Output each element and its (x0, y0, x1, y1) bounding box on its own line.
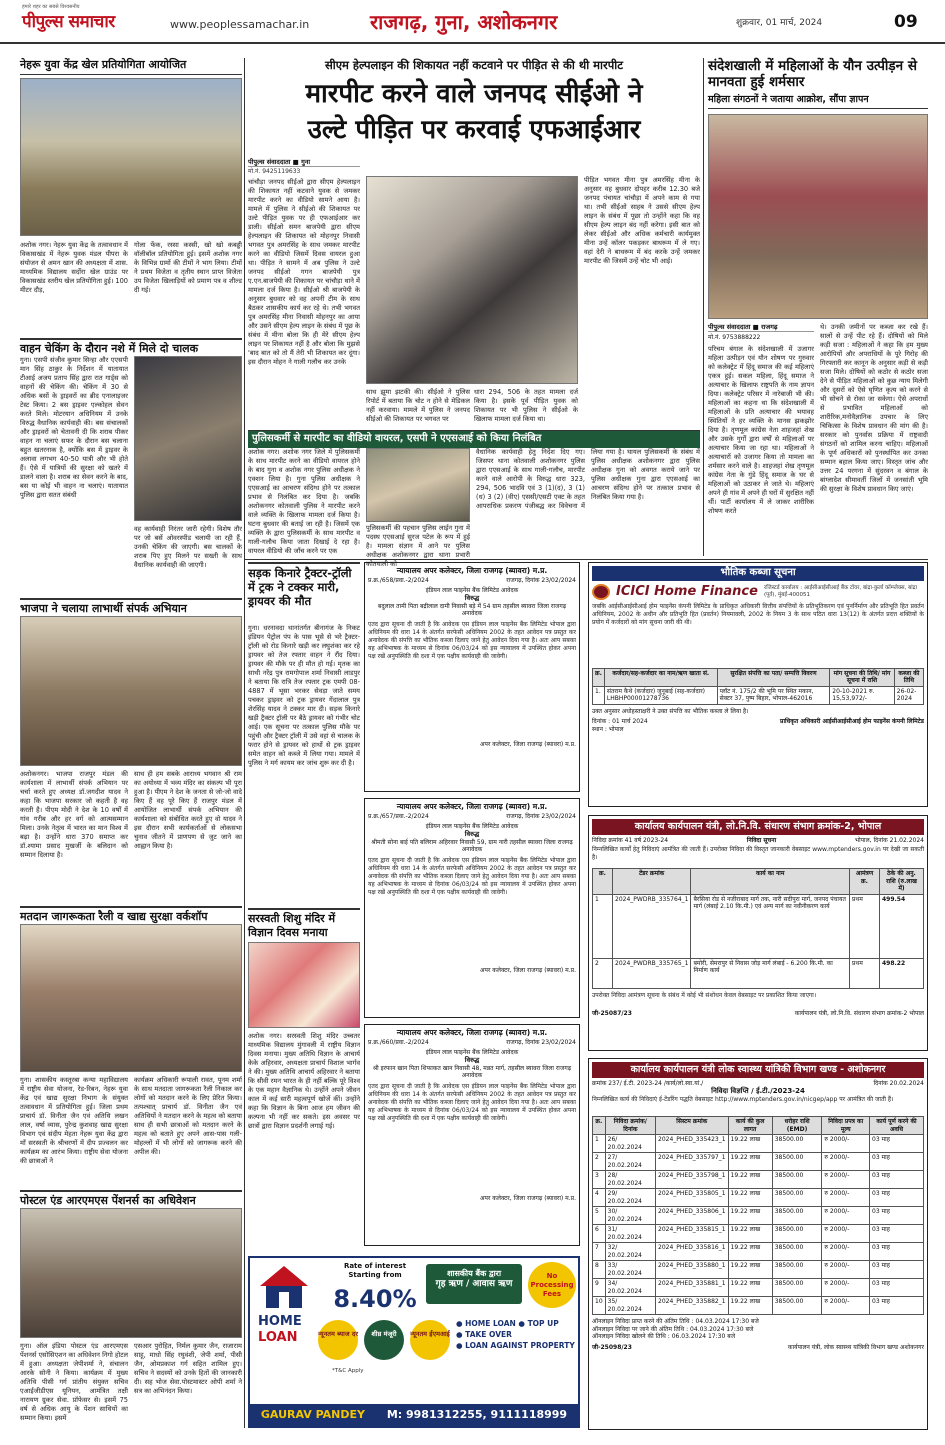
phed-body: निम्नलिखित कार्य की निविदाएं ई-टेंडरिंग पद्धति वेबसाइट http://www.mptenders.gov.in/nicgep/app पर आमंत्रित की जाती हैं। (592, 1096, 894, 1104)
table-row (593, 1261, 924, 1279)
phed-cell: 03 माह (870, 1207, 924, 1225)
pwd-tender (588, 815, 928, 1051)
vehicle-checking-photo (134, 356, 242, 521)
sandeshkhali-headline: संदेशखाली में महिलाओं के यौन उत्पीड़न से मानवता हुई शर्मसार (708, 58, 917, 90)
phed-cell: 03 माह (870, 1135, 924, 1153)
phed-cell: 19.22 लाख (728, 1243, 772, 1261)
icici-th-0: क्र. (593, 668, 605, 686)
phed-cell: रु 2000/- (822, 1153, 870, 1171)
sandeshkhali-deck: महिला संगठनों ने जताया आक्रोश, सौंपा ज्ञापन (708, 94, 928, 109)
ad-bank-line-1: शासकीय बैंक द्वारा (446, 1269, 502, 1278)
issue-date: शुक्रवार, 01 मार्च, 2024 (736, 18, 823, 28)
pwd-cell: 499.54 (880, 894, 924, 958)
table-row (593, 1225, 924, 1243)
story-vehicle-headline: वाहन चेकिंग के दौरान नशे में मिले दो चालक (20, 338, 242, 356)
icici-brand: ICICI Home Finance (616, 583, 758, 599)
icici-title: भौतिक कब्जा सूचना (592, 566, 924, 581)
pwd-body: निम्नलिखित कार्यों हेतु निविदाएं आमंत्रित की जाती हैं। उपरोक्त निविदा की विस्तृत जानकारी वेबसाइट www.mptenders.gov.in पर देखी जा सकती है। (592, 846, 924, 862)
tractor-headline: सड़क किनारे ट्रैक्टर-ट्रॉली में ट्रक ने टक्कर मारी, ड्रायवर की मौत (248, 562, 360, 608)
icici-th-1: कर्जदार/सह-कर्जदार का नाम/ऋण खाता सं. (604, 668, 717, 686)
lead-text-4: पीड़ित भगवत मीना पुत्र अमरसिंह मीना के अनुसार वह बुधवार दोपहर करीब 12.30 बजे जनपद पंचायत चांचौड़ा में अपने काम से गया था। तभी सीईओ साहब ने उससे सीएम हेल्प लाइन के संबंध में पूछा तो उन्होंने कहा कि वह सीएम हेल्प लाइन बंद नहीं करेगा। इसी बात को लेकर सीईओ और अधिक कर्मचारी कार्यमुक्त मीना उन्हें कॉलर पकड़कर बाथरूम में ले गए। वहां देरी ने बाथरूम में बंद करके उन्हें जमकर मारपीट की जिसमें उन्हें चोट भी आई। (584, 176, 700, 265)
lead-byline: पीपुल्स संवाददाता ■ गुना (248, 158, 360, 167)
ad-contact-name: GAURAV PANDEY (260, 1408, 366, 1422)
pwd-footer: उपरोक्त निविदा आमंत्रण सूचना के संबंध में कोई भी संशोधन केवल वेबसाइट पर प्रकाशित किया जाएगा। (592, 991, 817, 999)
story-vehicle-text-a: गुना। एसपी संजीव कुमार सिन्हा और एएसपी मान सिंह ठाकुर के निर्देशन में यातायात टीआई अजय प्रताप सिंह द्वारा रात गार्ड्स को वाहनों की चेकिंग की। चेकिंग में 30 से अधिक बसों के ड्राइवरों का ब्रीद एनालाइजर टेस्ट किया। 2 बस ड्राइवर एल्कोहल सेवन करते मिले। मोटरयान अधिनियम में उनके विरुद्ध वैधानिक कार्यवाही की। बस संचालकों और ड्राइवरों को चेतावनी दी कि शराब पीकर वाहन ना चलाएं सफर के दौरान बस चलाना बहुत खतरनाक है, क्योंकि बस में ड्राइवर के अलावा लगभग 40-50 यात्री और भी होते हैं। ऐसे में यात्रियों की सुरक्षा को खतरे में डालने वाला है। शराब का सेवन करने के बाद, बस या कोई भी वाहन ना चलाएं। यातायात पुलिस द्वारा सतत संबंधी (20, 356, 128, 499)
notice-1-vs: विरुद्ध (464, 594, 480, 603)
pwd-cell: 2024_PWDRB_335764_1 (613, 894, 691, 958)
phed-cell: 38500.00 (772, 1261, 822, 1279)
police-text-1: अशोक नगर। अशोक नगर जिले में पुलिसकर्मी के साथ मारपीट करने का वीडियो वायरल होने के बाद गुना व अशोक नगर पुलिस अधीक्षक ने एक्शन लिया है। गुना पुलिस अधीक्षक ने एएसआई का आचरण संदिग्ध होने पर तत्काल प्रभाव से निलंबित कर दिया है। जबकि अशोकनगर कोतवाली पुलिस ने मारपीट करने वाले व्यक्ति के खिलाफ मामला दर्ज किया है। घटना बुधवार की बताई जा रही है। जिसमें एक व्यक्ति के द्वारा पुलिसकर्मी के साथ मारपीट व गाली-गलौच किया जाता दिखाई दे रहा है। वायरल वीडियो की जाँच करने पर एक (248, 448, 360, 555)
phed-cell: 2 (593, 1153, 606, 1171)
lead-text-3: धारा 294, 506 के तहत मामला दर्ज किया है। इसके पूर्व पीड़ित युवक को शिकायत पर भी पुलिस ने सीईओ के खिलाफ मामला दर्ज किया था। (474, 388, 578, 423)
phed-cell: 7 (593, 1243, 606, 1261)
lead-mobile: मो.नं. 9425119633 (248, 168, 301, 175)
ad-badge-fast: शीघ्र मंजूरी (364, 1320, 404, 1360)
icici-cell: 20-10-2021 रु. 15,53,972/- (830, 686, 895, 704)
phed-deadline-1: ऑनलाइन निविदा प्राप्त करने की अंतिम तिथि : 04.03.2024 17:30 बजे (592, 1318, 759, 1326)
voting-rally-photo (20, 924, 242, 1072)
story-voting-text-a: गुना। शासकीय कस्तूरबा कन्या महाविद्यालय में राष्ट्रीय सेवा योजना, रेड-रिबन, नेहरू युवा केंद्र एवं खाद्य सुरक्षा निभाग के संयुक्त तत्वावधान में प्रतियोगिता हुई। जिला प्रथम प्राचार्य डॉ. विनीता जैन एवं अतिथि लखन लाल, वर्षा व्यास, पुरेन्द्र कुशवाह खाद्य सुरक्षा विभाग एवं संदीप मेहता नेहरू युवा केंद्र द्वारा माँ सरस्वती के श्रीचरणों में दीप प्रज्वलन कर कार्यक्रम का आरंभ किया। राष्ट्रीय सेवा योजना की छात्राओं ने (20, 1076, 128, 1165)
notice-2-case: प्र.क्र./657/प्रवा.-2/2024 (368, 813, 429, 821)
story-nyk-text-b: गोला फेंक, रस्सा कस्सी, खो खो कबड्डी वॉलीबॉल प्रतियोगिता हुई। इसमें अशोक नगर के विभिन्न ग्रामों की टीमों ने भाग लिया। टीमों ने प्रथम विजेता व तृतीय स्थान प्राप्त विजेता उप विजेता खिलाड़ियों को प्रमाण पत्र व शील्ड दी गई। (134, 241, 242, 294)
phed-cell: 2024_PHED_335882_1 (656, 1297, 729, 1315)
phed-cell: 19.22 लाख (728, 1171, 772, 1189)
police-video-photo (366, 448, 470, 522)
notice-2-respondent: श्रीमती सोना बाई पति बलिराम अहिरवार निवासी 59, ग्राम नारी तहसील ब्यावरा जिला राजगढ़ अनावेदक (371, 838, 573, 853)
phed-th-6: कार्य पूर्ण करने की अवधि (870, 1117, 924, 1135)
phed-cell: 29/ 20.02.2024 (605, 1189, 655, 1207)
science-text: अशोक नगर। सरस्वती शिशु मंदिर उच्चतर माध्यमिक विद्यालय मुंगावली में राष्ट्रीय विज्ञान दिवस मनाया। मुख्य अतिथि विज्ञान के आचार्य केके अहिरवार, अध्यक्षता प्राचार्य विशाल भार्गव ने की। मुख्य अतिथि आचार्य अहिरवार ने बताया कि सीवी रमन भारत के ही नहीं बल्कि पूरे विश्व के एक महान वैज्ञानिक थे। उन्होंने अपने जीवन काल में कई सारी महत्वपूर्ण खोजें कीं। उन्होंने कहा कि विज्ञान के बिना आज हम जीवन की कल्पना भी नहीं कर सकते। इस अवसर पर छात्रों द्वारा विज्ञान प्रदर्शनी लगाई गई। (248, 1032, 360, 1130)
phed-cell: 19.22 लाख (728, 1297, 772, 1315)
police-text-2: वैधानिक कार्यवाही हेतु निर्देश दिए गए। जिसपर थाना कोतवाली अशोकनगर पुलिस द्वारा एएसआई के साथ गाली-गलौच, मारपीट करने वाले आरोपी के विरुद्ध धारा 323, 294, 506 भादवि एवं 3 (1)(द), 3 (1)(ध) 3 (2) (वीए) एससी/एसटी एक्ट के तहत आपराधिक प्रकरण पंजीबद्ध कर विवेचना में लिया गया है। घायल पुलिसकर्मी के संबंध में पुलिस अधीक्षक अशोकनगर द्वारा पुलिस अधीक्षक गुना को अवगत कराये जाने पर पुलिस अधीक्षक गुना द्वारा एएसआई का आचरण संदिग्ध होने पर तत्काल प्रभाव से निलंबित किया गया है। (476, 448, 700, 510)
story-nyk-text-a: अशोक नगर। नेहरू युवा केंद्र के तत्वावधान में विकासखंड में नेहरू युवक मंडल पीपरा के संयोजन से अमन खान की अध्यक्षता में शास. माध्यमिक विद्यालय सर्दोरा खेल ग्राउंड पर विकासखंड स्तरीय खेल प्रतियोगिता हुई। 100 मीटर दौड़, (20, 241, 128, 294)
phed-cell: 26/ 20.02.2024 (605, 1135, 655, 1153)
phed-cell: 2024_PHED_335816_1 (656, 1243, 729, 1261)
phed-cell: 28/ 20.02.2024 (605, 1171, 655, 1189)
phed-cell: 19.22 लाख (728, 1189, 772, 1207)
phed-cell: 19.22 लाख (728, 1279, 772, 1297)
left-column (20, 58, 242, 1428)
icici-footer: उक्त अनुसार अधोहस्ताक्षरी ने उक्त संपत्ति का भौतिक कब्जा ले लिया है। (592, 707, 749, 715)
phed-th-4: धरोहर राशि (EMD) (772, 1117, 822, 1135)
phed-ref: क्रमांक 237/ ई.टी. 2023-24 /कार्य/लो.स्वा.यां./ (592, 1079, 704, 1087)
ad-home-label: HOME (258, 1314, 302, 1329)
court-notice-1 (364, 562, 580, 792)
bullet-icon: ● (456, 1330, 466, 1339)
table-row (593, 1297, 924, 1315)
table-row (593, 1207, 924, 1225)
phed-cell: 03 माह (870, 1261, 924, 1279)
table-row (593, 894, 924, 958)
pwd-code: जी-25087/23 (592, 1009, 632, 1017)
icici-cell: प्लॉट नं. 175/2 की भूमि पर स्थित मकान, सेक्टर 37, पुष्प बिहार, भोपाल-462016 (717, 686, 830, 704)
ad-rate-label: Rate of interest Starting from (343, 1262, 407, 1279)
home-loan-ad (248, 1256, 580, 1428)
notice-2-vs: विरुद्ध (464, 830, 480, 839)
ad-badge-min-rate: न्यूनतम ब्याज दर (318, 1320, 358, 1360)
sandeshkhali-byline: पीपुल्स संवाददाता ■ राजगढ़ (708, 323, 814, 332)
phed-cell: 8 (593, 1261, 606, 1279)
column-divider (244, 58, 245, 1428)
sandeshkhali-text-1: परिचम बंगाल के संदेशखाली में उजागर महिला उत्पीड़न एवं यौन शोषण पर गुरुवार को कलेक्ट्रेट में हिंदू समाज की कई महिलाएं एकत्र हुई। सकल महिला, हिंदू समाज ने अत्याचार के खिलाफ राष्ट्रपति के नाम ज्ञापन दिया। कलेक्ट्रेट परिसर में नारेबाजी भी की। महिलाओं का कहना था कि संदेशखाली में महिलाओं के प्रति अत्याचार की भयावह स्थितियों ने हर व्यक्ति के मानस झकझोर दिया है। तृणमूल कांग्रेस नेता शाहजहां शेख और उसके गुर्गों द्वारा वर्षों से महिलाओं पर अत्याचार किया जा रहा था। महिलाओं ने अत्याचारों को उजागर किया तो मामला का शर्मसार करने वाले है। शाहजहां शेख तृणमूल कांग्रेस नेता के गुंडे हिंदू समाज के घर से महिलाओं को उठाकर ले जाते थे। महिलाएं अपने ही गांव में अपने ही घरों में सुरक्षित नहीं थीं। पार्टी कार्यालय में ले जाकर शारीरिक शोषण करते (708, 345, 814, 515)
phed-tender (588, 1058, 928, 1430)
icici-cell: 26-02-2024 (894, 686, 923, 704)
pension-meeting-photo (20, 1208, 242, 1338)
ad-tc: *T&C Apply (332, 1368, 364, 1374)
icici-cell: 1. (593, 686, 605, 704)
tractor-text: गुना। धरनावदा थानांतर्गत बीनागंज के निकट इंडियन पेट्रोल पंप के पास भूसे से भरे ट्रैक्टर-ट्रॉली को रोड किनारे खड़ी कर लघुशंका कर रहे ड्रायवर को तेज रफ्तार वाहन ने रौंद दिया। ड्रायवर की मौके पर ही मौत हो गई। मृतक का साथी नरेंद्र पुत्र रामगोपाल शर्मा निवासी लाडपुर ने बताया कि रात्रि तेज रफ्तार ट्रक एमपी 08-4887 में भूसा भरकर सेवड़ा जाते समय पचकर ड्राइवर को ट्रक ड्रायवर गेंदालाल पुत्र शेरसिंह यादव ने टक्कर मार दी। सड़क किनारे खड़ी ट्रैक्टर ट्रॉली पर बैठे ड्रायवर को गंभीर चोट आई। एक सूचना पर तत्काल पुलिस मौके पर पहुंची और ट्रैक्टर ट्रॉली में उसे वहां से चालक के फरार होने से ड्रायवर को हाथों से ट्रक ड्राइवर समेत वाहन को कब्जे में लिया गया। मामले में पुलिस ने मर्ग कायम कर जांच शुरू कर दी है। (248, 624, 360, 767)
table-row (593, 1135, 924, 1153)
phed-cell: रु 2000/- (822, 1243, 870, 1261)
notice-3-vs: विरुद्ध (464, 1056, 480, 1065)
right-column (708, 58, 928, 556)
phed-cell: 38500.00 (772, 1171, 822, 1189)
phed-deadline-2: ऑनलाइन निविदा पर जाने की अंतिम तिथि : 04.03.2024 17:30 बजे (592, 1325, 754, 1333)
story-vehicle-text-b: वह कार्यवाही निरंतर जारी रहेगी। विशेष तौर पर जो बसें ओवरस्पीड चलायी जा रही हैं, उनकी चेकिंग की जाएगी। बस चालकों के शराब पिए हुए मिलने पर सख्ती के साथ वैधानिक कार्यवाही की जाएगी। (134, 525, 242, 569)
phed-cell: 38500.00 (772, 1243, 822, 1261)
ad-feature-list (456, 1318, 576, 1351)
phed-cell: रु 2000/- (822, 1297, 870, 1315)
phed-cell: 2024_PHED_335423_1 (656, 1135, 729, 1153)
phed-cell: 03 माह (870, 1153, 924, 1171)
notice-3-body: एतद द्वारा सूचना दी जाती है कि आवेदक एस इंडियन लाल फाइनेंस बैंक लिमिटेड भोपाल द्वारा अधिनियम की धारा 14 के अंतर्गत सरफेसी अधिनियम 2002 के तहत आवेदन पत्र प्रस्तुत कर अनावेदक की संपत्ति का भौतिक कब्जा दिलाए जाने हेतु आवेदन दिया गया है। अतः आप सबका यह अभिभाषक के माध्यम से दिनांक 06/03/24 को इस न्यायालय में उपस्थित होकर अपना पक्ष रखें अनुपस्थिति की दशा में एक पक्षीय कार्यवाही की जावेगी। (368, 1082, 576, 1122)
phed-signature: कार्यपालन यंत्री, लोक स्वास्थ्य यांत्रिकी विभाग खण्ड अशोकनगर (787, 1343, 924, 1351)
notice-2-date: राजगढ़, दिनांक 23/02/2024 (506, 813, 576, 821)
icici-body: जबकि आईसीआईसीआई होम फाइनेंस कंपनी लिमिटेड के प्राधिकृत अधिकारी वित्तीय संपत्तियों के प्रतिभूतिकरण एवं पुनर्निर्माण और प्रतिभूति हित प्रवर्तन अधिनियम, 2002 के अधीन और प्रतिभूति हित (प्रवर्तन) नियमावली, 2002 के नियम 3 के साथ पठित धारा 13(12) के अंतर्गत प्रदत्त शक्तियों के प्रयोग में कर्जदारों को मांग सूचना जारी की थी। (592, 602, 924, 626)
lead-text-1: चांचौड़ा जनपद सीईओ द्वारा सीएम हेल्पलाइन की शिकायत नहीं कटवाने युवक से जमकर मारपीट करने का वीडियो सामने आया है। मामले में पुलिस ने सीईओ की शिकायत पर उल्टे पीड़ित युवक पर ही एफआईआर कर डाली। सीईओ समन बाजपेयी द्वारा सीएम हेल्पलाइन की शिकायत को मोहनपुर निवासी भगवत पुत्र अमरसिंह के साथ जमकर मारपीट करने का वीडियो जिसमें दिवस वायरल हुआ था। पीड़ित ने सामने में अब पुलिस ने उल्टे जनपद सीईओ गगन बाजपेयी पुत्र ए.एन.बाजपेयी की शिकायत पर चांचौड़ा थाने में मामला दर्ज किया है। सीईओ श्री बाजपेयी के अनुसार बुधवार को वह अपनी टीम के साथ बैठकर शासकीय कार्य कर रहे थे। तभी भगवत पुत्र अमरसिंह मीना निवासी मोहनपुर का आया और उसने सीएम हेल्प लाइन के संबंध में पूछ के संबंध में मीना बोला कि ही मेरे सीएम हेल्प लाइन पर शिकायत नहीं है और बोला कि मुझसे 'बाद बात को तो मैं तेरी भी शिकायत कर दूंगा। इस दौरान मोहन ने गाली गलौच कर उनके (248, 178, 360, 366)
phed-cell: 2024_PHED_335797_1 (656, 1153, 729, 1171)
lead-headline-1: मारपीट करने वाले जनपद सीईओ ने (305, 79, 643, 109)
tractor-story (248, 562, 360, 902)
pwd-cell: 2 (593, 958, 613, 988)
icici-address: रजिस्टर्ड कार्यालय : आईसीआईसीआई बैंक टॉवर, बांद्रा-कुर्ला कॉम्प्लेक्स, बांद्रा (पूर्व), मुंबई-400051 (763, 584, 918, 598)
masthead-tagline: हमारे शहर का सबसे विश्वसनीय (22, 4, 80, 10)
ad-bank-banner (426, 1264, 522, 1304)
icici-logo-icon (592, 584, 610, 600)
sandeshkhali-text-2: थे। उनकी जमीनों पर कब्जा कर रखे हैं। सालों से उन्हें पीट रहे हैं। दोषियों को मिले कड़ी सजा : महिलाओं ने कहा कि हम मुख्य आरोपियों और अपराधियों के पूरे गिरोह की गिरफ्तारी कर कानून के अनुसार कड़ी से कड़ी सजा मिले। दोषियों को कठोर से कठोर सजा देने से पीड़ित महिलाओं को कुछ न्याय मिलेगी और दूसरों को ऐसे घृणित कृत्य को करने से भी सोचने से रोका जा सकेगा। ऐसे अपराधों से प्रभावित महिलाओं को शारीरिक,मनोवैज्ञानिक उपचार के लिए चिकित्सा के विशेष प्रावधान की मांग की है। सरकार को पुनर्वास प्रक्रिया में राष्ट्रवादी संगठनों को शामिल करना चाहिए। महिलाओं के पूर्ण अधिकारों को पुनर्स्थापित कर उनका सम्मान बहाल किया जाए। विस्तृत जांच और उत्तर 24 परगना में सुंदरवन व बंगाल के बांग्लादेश सीमावर्ती जिलों में जनसांती भूमि की सुरक्षा के विशेष प्रावधान किए जाएं। (820, 323, 928, 493)
phed-code: जी-25098/23 (592, 1343, 632, 1351)
section-divider (244, 559, 928, 560)
masthead (0, 0, 945, 44)
icici-signature: प्राधिकृत अधिकारी आईसीआईसीआई होम फाइनेंस कंपनी लिमिटेड (780, 718, 924, 726)
notice-2-court: न्यायालय अपर कलेक्टर, जिला राजगढ़ (ब्यावरा) म.प्र. (396, 802, 548, 811)
pwd-th-2: कार्य का नाम (691, 869, 850, 895)
phed-cell: रु 2000/- (822, 1261, 870, 1279)
icici-th-2: सुरक्षित संपत्ति का पता/ सम्पत्ति विवरण (717, 668, 830, 686)
lead-story (248, 58, 700, 568)
table-row (593, 958, 924, 988)
pwd-cell: प्रथम (850, 958, 880, 988)
phed-cell: 38500.00 (772, 1279, 822, 1297)
section-title: राजगढ़, गुना, अशोकनगर (370, 10, 558, 34)
phed-cell: रु 2000/- (822, 1189, 870, 1207)
phed-cell: 38500.00 (772, 1189, 822, 1207)
column-divider (703, 58, 704, 556)
phed-cell: 19.22 लाख (728, 1153, 772, 1171)
phed-date: दिनांक 20.02.2024 (873, 1079, 924, 1087)
notice-3-court: न्यायालय अपर कलेक्टर, जिला राजगढ़ (ब्यावरा) म.प्र. (396, 1028, 548, 1037)
phed-cell: 2024_PHED_335881_1 (656, 1279, 729, 1297)
phed-th-5: निविदा प्रपत्र का मूल्य (822, 1117, 870, 1135)
phed-cell: 03 माह (870, 1243, 924, 1261)
pwd-th-3: आमंत्रण क्र. (850, 869, 880, 895)
lead-kicker: सीएम हेल्पलाइन की शिकायत नहीं कटवाने पर पीड़ित से की थी मारपीट (324, 58, 624, 72)
ad-bank-line-2: गृह ऋण / आवास ऋण (435, 1279, 513, 1289)
notice-1-applicant: इंडियन लाल फाइनेंस बैंक लिमिटेड आवेदक (425, 586, 519, 594)
lead-assault-photo (366, 176, 578, 384)
story-pension-headline: पोस्टल एंड आरएमएस पेंशनर्स का अधिवेशन (20, 1190, 242, 1208)
notice-1-court: न्यायालय अपर कलेक्टर, जिला राजगढ़ (ब्यावरा) म.प्र. (396, 566, 548, 575)
notice-3-respondent: श्री इरफान खान पिता शिफाकत खान निवासी 48, मन्नत मार्ग, तहसील ब्यावरा जिला राजगढ़ अनावेदक (372, 1064, 572, 1079)
phed-cell: 35/ 20.02.2024 (605, 1297, 655, 1315)
phed-cell: 6 (593, 1225, 606, 1243)
ad-contact-phone: M: 9981312255, 9111118999 (386, 1408, 568, 1422)
notice-2-signature: अपर कलेक्टर, जिला राजगढ़ (ब्यावरा) म.प्र. (479, 966, 576, 974)
phed-cell: 38500.00 (772, 1207, 822, 1225)
table-row (593, 1171, 924, 1189)
ad-rate-value: 8.40% (333, 1285, 417, 1313)
page-number: 09 (894, 12, 918, 32)
phed-notice-label: निविदा विज्ञप्ति / ई.टी./2023-24 (711, 1087, 805, 1096)
phed-cell: 38500.00 (772, 1225, 822, 1243)
phed-th-2: सिस्टम क्रमांक (656, 1117, 729, 1135)
bullet-icon: ● (518, 1319, 528, 1328)
table-row (593, 686, 924, 704)
phed-cell: 03 माह (870, 1171, 924, 1189)
icici-cell: संतराम कैथे (कर्जदार) जुनूबाई (सह-कर्जदार) LHBHP00001278736 (604, 686, 717, 704)
phed-cell: 34/ 20.02.2024 (605, 1279, 655, 1297)
pwd-cell: बैरसिया रोड से नजीराबाद मार्ग तक, नारी सदीपुरा मार्ग, जनपद पंचायत मार्ग (लंबाई 2.10 कि.मी.) एवं अन्य मार्ग का नवीनीकरण कार्य (691, 894, 850, 958)
court-notice-3 (364, 1024, 580, 1246)
phed-th-1: निविदा क्रमांक/दिनांक (605, 1117, 655, 1135)
phed-cell: 38500.00 (772, 1153, 822, 1171)
phed-cell: 32/ 20.02.2024 (605, 1243, 655, 1261)
phed-cell: रु 2000/- (822, 1207, 870, 1225)
sandeshkhali-mobile: मो.नं. 9753888222 (708, 334, 761, 341)
ad-loan-label: LOAN (258, 1330, 298, 1345)
court-notice-2 (364, 798, 580, 1018)
story-voting-text-b: कार्यक्रम अधिकारी रूपाली रावत, पूनम शर्मा के साथ मतदाता जागरूकता रैली निकाल कर लोगों को मतदान करने के लिए प्रेरित किया। तत्पश्चात् प्राचार्य डॉ. विनीता जैन एवं अतिथियों ने मतदान करने के महत्व को बताया साथ ही सभी छात्राओं को मतदान करने के महत्व को बताते हुए अपने आस-पास गली-मोहल्लों में भी लोगों को जागरूक करने की अपील की। (134, 1076, 242, 1156)
story-voting-headline: मतदान जागरूकता रैली व खाद्य सुरक्षा वर्कशॉप (20, 906, 242, 924)
phed-cell: 19.22 लाख (728, 1261, 772, 1279)
notice-3-case: प्र.क्र./660/प्रवा.-2/2024 (368, 1039, 429, 1047)
phed-cell: 38500.00 (772, 1135, 822, 1153)
phed-cell: 2024_PHED_335806_1 (656, 1207, 729, 1225)
phed-cell: 03 माह (870, 1225, 924, 1243)
pwd-th-0: क्र. (593, 869, 613, 895)
story-pension-text-b: एसआर पुरोहित, निर्मल कुमार जैन, राजाराम साहू, माधो सिंह रघुवंशी, जेपी शर्मा, पीसी जैन, ओमप्रकाश गर्ग सहित शामिल हुए। सचिव ने सदस्यों को उनके हितों की जानकारी दी। सह भोज सेवा.पोस्टमास्टर ओपी शर्मा ने सत्र का अभिनंदन किया। (134, 1342, 242, 1395)
story-nyk-headline: नेहरू युवा केंद्र खेल प्रतियोगिता आयोजित (20, 58, 242, 75)
phed-th-3: कार्य की कुल लागत (728, 1117, 772, 1135)
table-row (593, 1153, 924, 1171)
ad-no-processing-badge: No Processing Fees (528, 1262, 576, 1308)
pwd-table (592, 868, 924, 989)
icici-place: स्थान : भोपाल (592, 725, 624, 733)
phed-cell: 27/ 20.02.2024 (605, 1153, 655, 1171)
bullet-icon: ● (456, 1319, 466, 1328)
phed-cell: 4 (593, 1189, 606, 1207)
phed-cell: 1 (593, 1135, 606, 1153)
bullet-icon: ● (456, 1341, 466, 1350)
phed-cell: 19.22 लाख (728, 1207, 772, 1225)
pwd-cell: 498.22 (880, 958, 924, 988)
notice-1-signature: अपर कलेक्टर, जिला राजगढ़ (ब्यावरा) म.प्र. (479, 740, 576, 748)
pwd-th-4: ठेके की अनु. राशि (रु.लाख में) (880, 869, 924, 895)
phed-cell: रु 2000/- (822, 1279, 870, 1297)
icici-table (592, 668, 924, 705)
pwd-cell: बमोरी, सेमरापुर से निवास जोड़ मार्ग लंबाई - 6.200 कि.मी. का निर्माण कार्य (691, 958, 850, 988)
table-row (593, 1243, 924, 1261)
phed-cell: रु 2000/- (822, 1171, 870, 1189)
phed-cell: 2024_PHED_335798_1 (656, 1171, 729, 1189)
notice-3-signature: अपर कलेक्टर, जिला राजगढ़ (ब्यावरा) म.प्र. (479, 1194, 576, 1202)
science-day-story (248, 908, 360, 1240)
phed-cell: 2024_PHED_335880_1 (656, 1261, 729, 1279)
phed-cell: 3 (593, 1171, 606, 1189)
ad-feature-2: TOP UP (527, 1319, 559, 1328)
phed-cell: 19.22 लाख (728, 1135, 772, 1153)
pwd-cell: 2024_PWDRB_335765_1 (613, 958, 691, 988)
icici-date: दिनांक : 01 मार्च 2024 (592, 718, 648, 726)
pwd-date: भोपाल, दिनांक 21.02.2024 (854, 836, 924, 844)
science-rangoli-photo (248, 942, 360, 1028)
phed-cell: 5 (593, 1207, 606, 1225)
notice-1-respondent: बदुलाल तामी पिता बद्रीलाल दामी निवासी बड़े में 54 ग्राम तहसील ब्यावरा जिला राजगढ़ अनावेदक (377, 602, 567, 617)
pwd-signature: कार्यपालन यंत्री, लो.नि.वि. संधारण संभाग क्रमांक-2 भोपाल (794, 1009, 924, 1017)
ad-badge-min-emi: न्यूनतम ईएमआई (410, 1320, 450, 1360)
ad-feature-4: LOAN AGAINST PROPERTY (465, 1341, 575, 1350)
story-bjp-headline: भाजपा ने चलाया लाभार्थी संपर्क अभियान (20, 598, 242, 616)
story-pension-text-a: गुना। ऑल इंडिया पोस्टल एंड आरएमएस पेंशनर्स एसोसिएशन का अधिवेशन निगो होटल में हुआ। अध्यक्षता जेपीशर्मा ने, संचालन आरके सोनी ने किया। कार्यक्रम में मुख्य अतिथि पीसी गर्ग प्रांतीय संयुक्त सचिव एआईजीडीएस यूनियन, आमंत्रित तक्षी नारायण ग्रुकर सेवा. प्रॉफेसर से। इसमें 75 वर्ष से अधिक आयु के पेंशन साथियों का सम्मान किया। इसमें (20, 1342, 128, 1422)
story-bjp-text-a: अशोकनगर। भाजपा राजपुर मंडल की कार्यशाला में लाभार्थी संपर्क अभियान पर चर्चा करते हुए अध्यक्ष डॉ.जगदीश यादव ने कहा कि भाजपा सरकार जो कहती है वह करती है। पीएम मोदी ने देश के 10 वर्षों में गांव गरीब और हर वर्ग को आत्मसम्मान मिला। उनके नेतृत्व में भारत का मान विश्व में बढ़ा है। उन्होंने धारा 370 समाप्त कर डॉ.श्यामा प्रसाद मुखर्जी के बलिदान को सम्मान दिलाया है। (20, 770, 128, 859)
police-text-3: पुलिसकर्मी की पहचान पुलिस लाईन गुना में पदस्थ एएसआई सुरज पटेल के रूप में हुई है। मामला संज्ञान में आने पर पुलिस अधीक्षक अशोकनगर द्वारा थाना प्रभारी कोतवाली को (366, 524, 470, 568)
icici-th-4: कब्जा की तिथि (894, 668, 923, 686)
lead-text-2: साथ झूमा झटकी की। सीईओ ने पुलिस रिपोर्ट में बताया कि चोट न होने से मेडिकल नहीं करवाया। मामले में पुलिस ने जनपद सीईओ की शिकायत पर भगवत पर (366, 388, 470, 423)
police-subheadline: पुलिसकर्मी से मारपीट का वीडियो वायरल, एसपी ने एएसआई को किया निलंबित (248, 430, 700, 448)
phed-cell: 31/ 20.02.2024 (605, 1225, 655, 1243)
table-row (593, 1279, 924, 1297)
site-url: www.peoplessamachar.in (170, 18, 310, 31)
phed-cell: 38500.00 (772, 1297, 822, 1315)
phed-cell: 2024_PHED_335805_1 (656, 1189, 729, 1207)
protest-women-photo (708, 114, 928, 319)
phed-cell: 03 माह (870, 1279, 924, 1297)
story-bjp-text-b: साथ ही हम सबके आराध्य भगवान श्री राम का अयोध्या में भव्य मंदिर का संकल्प भी पूरा हुआ है। पीएम ने देश के जनता से जो-जो वादे किए हैं वह पूरे किए हैं राजपुर मंडल में आयोजित लाभार्थी संपर्क अभियान की कार्यशाला को संबोधित करते हुए वो यादव ने इस दौरान सभी कार्यकर्ताओं से लोकसभा चुनाव जीतने में प्राणपण से जुट जाने का आह्वान किया है। (134, 770, 242, 850)
pwd-notice-label: निविदा सूचना (746, 836, 777, 844)
pwd-ref: निविदा क्रमांक 41 वर्ष 2023-24 (592, 836, 669, 844)
house-icon (258, 1264, 310, 1310)
sports-team-photo (20, 78, 242, 236)
phed-cell: 30/ 20.02.2024 (605, 1207, 655, 1225)
pwd-cell: 1 (593, 894, 613, 958)
notice-1-case: प्र.क्र./658/प्रवा.-2/2024 (368, 577, 429, 585)
notice-1-body: एतद द्वारा सूचना दी जाती है कि आवेदक एस इंडियन लाल फाइनेंस बैंक लिमिटेड भोपाल द्वारा अधिनियम की धारा 14 के अंतर्गत सरफेसी अधिनियम 2002 के तहत आवेदन पत्र प्रस्तुत कर अनावेदक की संपत्ति का भौतिक कब्जा दिलाए जाने हेतु आवेदन दिया गया है। अतः आप सबका यह अभिभाषक के माध्यम से दिनांक 06/03/24 को इस न्यायालय में उपस्थित होकर अपना पक्ष रखें अनुपस्थिति की दशा में एक पक्षीय कार्यवाही की जावेगी। (368, 620, 576, 660)
notice-1-date: राजगढ़, दिनांक 23/02/2024 (506, 577, 576, 585)
phed-cell: 33/ 20.02.2024 (605, 1261, 655, 1279)
icici-notice (588, 562, 928, 807)
phed-deadline-3: ऑनलाइन निविदा खोलने की तिथि : 06.03.2024 17:30 बजे (592, 1333, 736, 1341)
phed-cell: रु 2000/- (822, 1225, 870, 1243)
lead-headline-2: उल्टे पीड़ित पर करवाई एफआईआर (307, 115, 641, 145)
court-notices (364, 562, 580, 1250)
bjp-meeting-photo (20, 616, 242, 766)
table-row (593, 1189, 924, 1207)
pwd-title: कार्यालय कार्यपालन यंत्री, लो.नि.वि. संधारण संभाग क्रमांक-2, भोपाल (592, 819, 924, 835)
ad-feature-1: HOME LOAN (465, 1319, 516, 1328)
phed-cell: 19.22 लाख (728, 1225, 772, 1243)
ad-feature-3: TAKE OVER (465, 1330, 512, 1339)
ad-contact-bar (250, 1404, 578, 1426)
icici-th-3: मांग सूचना की तिथि/ मांग सूचना में राशि (830, 668, 895, 686)
phed-cell: रु 2000/- (822, 1135, 870, 1153)
phed-cell: 10 (593, 1297, 606, 1315)
paper-logo: पीपुल्स समाचार (22, 12, 115, 32)
phed-cell: 2024_PHED_335815_1 (656, 1225, 729, 1243)
notice-3-applicant: इंडियन लाल फाइनेंस बैंक लिमिटेड आवेदक (425, 1048, 519, 1056)
notice-2-body: एतद द्वारा सूचना दी जाती है कि आवेदक एस इंडियन लाल फाइनेंस बैंक लिमिटेड भोपाल द्वारा अधिनियम की धारा 14 के अंतर्गत सरफेसी अधिनियम 2002 के तहत आवेदन पत्र प्रस्तुत कर अनावेदक की संपत्ति का भौतिक कब्जा दिलाए जाने हेतु आवेदन दिया गया है। अतः आप सबका यह अभिभाषक के माध्यम से दिनांक 06/03/24 को इस न्यायालय में उपस्थित होकर अपना पक्ष रखें अनुपस्थिति की दशा में एक पक्षीय कार्यवाही की जावेगी। (368, 856, 576, 896)
science-headline: सरस्वती शिशु मंदिर में विज्ञान दिवस मनाया (248, 908, 360, 940)
phed-title: कार्यालय कार्यपालन यंत्री लोक स्वास्थ्य यांत्रिकी विभाग खण्ड - अशोकनगर (592, 1062, 924, 1078)
phed-cell: 03 माह (870, 1189, 924, 1207)
pwd-th-1: टेंडर क्रमांक (613, 869, 691, 895)
notice-2-applicant: इंडियन लाल फाइनेंस बैंक लिमिटेड आवेदक (425, 822, 519, 830)
pwd-cell: प्रथम (850, 894, 880, 958)
phed-th-0: क्र. (593, 1117, 606, 1135)
phed-cell: 9 (593, 1279, 606, 1297)
phed-cell: 03 माह (870, 1297, 924, 1315)
phed-table (592, 1116, 924, 1315)
notice-3-date: राजगढ़, दिनांक 23/02/2024 (506, 1039, 576, 1047)
